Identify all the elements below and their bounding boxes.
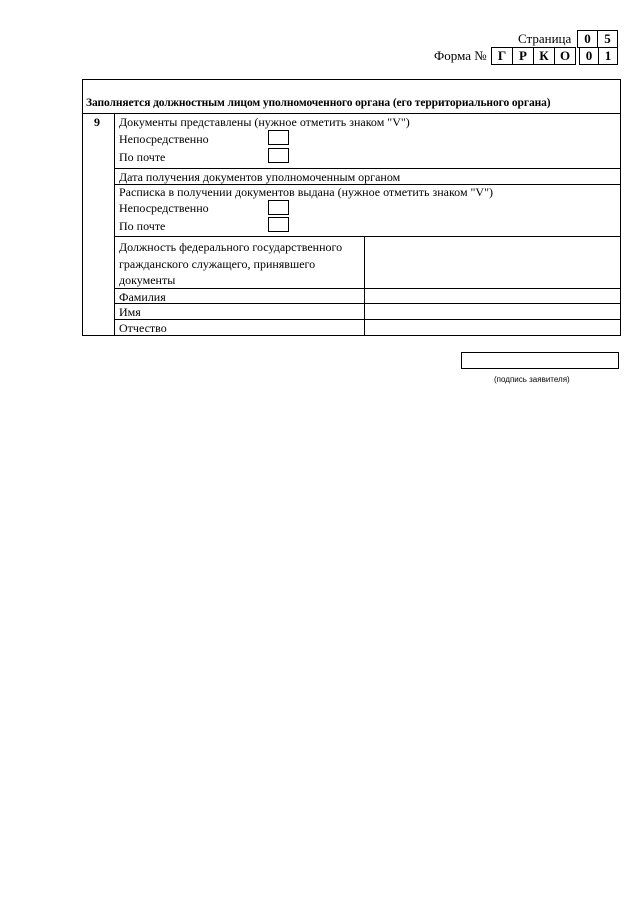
form-code-1: Г [491, 47, 513, 65]
docs-direct-label: Непосредственно [119, 132, 209, 146]
surname-field[interactable] [366, 290, 618, 302]
form-code-4: О [554, 47, 576, 65]
docs-submitted-label: Документы представлены (нужное отметить знаком "V") [119, 115, 410, 129]
receipt-issued-label: Расписка в получении документов выдана (нужное отметить знаком "V") [119, 185, 493, 199]
page-digit-1: 0 [577, 30, 598, 48]
position-label-line-3: документы [119, 273, 176, 287]
position-label-line-1: Должность федерального государственного [119, 240, 343, 254]
docs-direct-checkbox[interactable] [268, 130, 289, 145]
docs-mail-label: По почте [119, 150, 166, 164]
name-label: Имя [119, 305, 141, 319]
form-label: Форма № [434, 48, 487, 63]
form-code-5: 0 [579, 47, 599, 65]
receipt-direct-checkbox[interactable] [268, 200, 289, 215]
patronymic-field[interactable] [366, 321, 618, 334]
receipt-direct-label: Непосредственно [119, 201, 209, 215]
form-code-2: Р [512, 47, 534, 65]
form-code-6: 1 [598, 47, 618, 65]
position-field[interactable] [366, 238, 618, 287]
receipt-date-label: Дата получения документов уполномоченным органом [119, 170, 401, 184]
position-label-line-2: гражданского служащего, принявшего [119, 257, 316, 271]
signature-box[interactable] [461, 352, 619, 369]
docs-mail-checkbox[interactable] [268, 148, 289, 163]
surname-label: Фамилия [119, 290, 166, 304]
row-number: 9 [94, 115, 100, 129]
form-code-3: К [533, 47, 555, 65]
page-label: Страница [518, 31, 572, 46]
receipt-mail-label: По почте [119, 219, 166, 233]
receipt-mail-checkbox[interactable] [268, 217, 289, 232]
signature-caption: (подпись заявителя) [494, 375, 570, 384]
section-title: Заполняется должностным лицом уполномоченного органа (его территориального органа) [86, 97, 551, 109]
patronymic-label: Отчество [119, 321, 167, 335]
page-digit-2: 5 [597, 30, 618, 48]
name-field[interactable] [366, 305, 618, 318]
